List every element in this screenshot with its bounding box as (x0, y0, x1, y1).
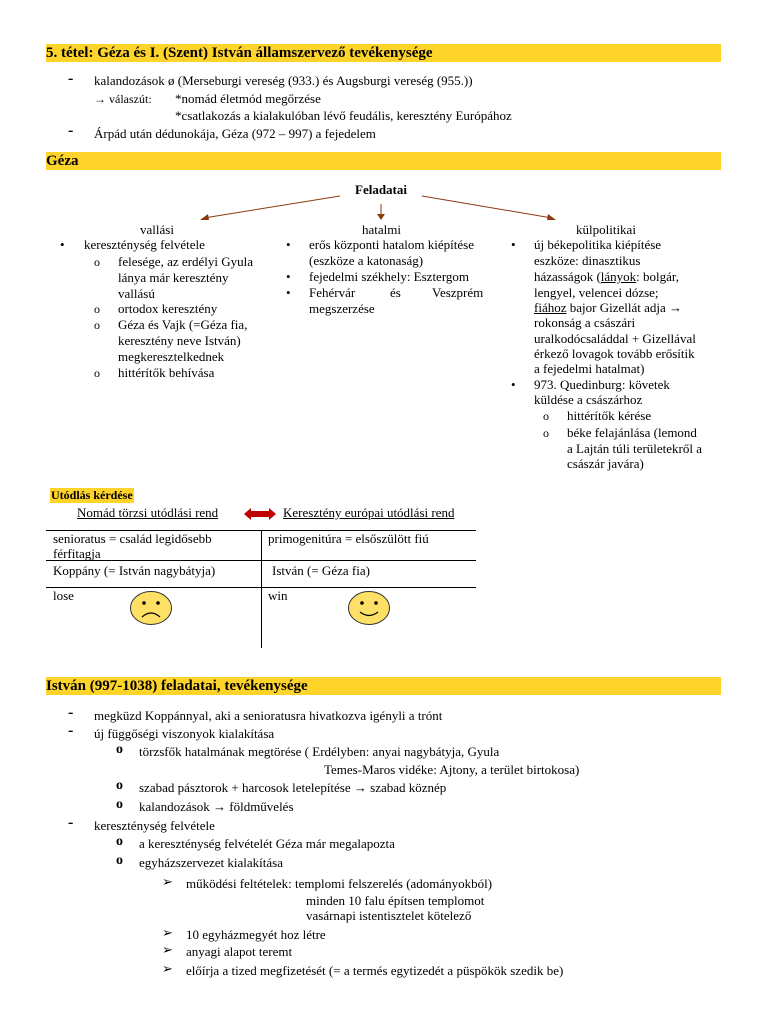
istvan-t1b: minden 10 falu építsen templomot (306, 893, 485, 908)
utodlas-right-head: Keresztény európai utódlási rend (283, 505, 455, 520)
disc-bullet: • (286, 269, 291, 284)
hatalmi-b3a3: Veszprém (432, 285, 484, 300)
sad-face-icon (129, 590, 173, 626)
kulpol-b1e-post: bajor Gizellát adja → (566, 300, 682, 315)
arrow-bullet: ➢ (162, 961, 173, 976)
kulpol-b1c (534, 269, 679, 285)
dash-bullet: - (68, 704, 74, 721)
vallasi-s3a: Géza és Vajk (=Géza fia, (118, 317, 248, 332)
kulpol-b1a: új békepolitika kiépítése (534, 237, 662, 252)
utodlas-left-head: Nomád törzsi utódlási rend (77, 505, 219, 520)
arrowhead-middle (377, 214, 385, 220)
hatalmi-b1a: erős központi hatalom kiépítése (309, 237, 474, 252)
vallasi-s1b: lánya már keresztény (118, 270, 229, 285)
circle-bullet: o (94, 318, 100, 332)
page-title-text: 5. tétel: Géza és I. (Szent) István államszervező tevékenysége (46, 45, 433, 61)
dash-bullet: - (68, 122, 74, 139)
istvan-o4: a kereszténység felvételét Géza már megalapozta (139, 836, 395, 851)
istvan-o1b: Temes-Maros vidéke: Ajtony, a terület birtokosa) (324, 762, 580, 777)
disc-bullet: • (60, 237, 65, 252)
table-r3-left: lose (53, 588, 74, 603)
istvan-t1: működési feltételek: templomi felszerelés (adományokból) (186, 876, 493, 891)
kulpol-b2a: 973. Quedinburg: követek (534, 377, 670, 392)
dash-bullet: - (68, 722, 74, 739)
circle-bullet: o (116, 797, 123, 812)
kulpol-b1i: a fejedelmi hatalmat) (534, 361, 645, 376)
kulpol-b1e-underlined: fiához (534, 300, 567, 315)
section-heading-geza (46, 152, 721, 170)
istvan-d2: új függőségi viszonyok kialakítása (94, 726, 275, 741)
vallasi-s3c: megkeresztelkednek (118, 349, 225, 364)
istvan-o5: egyházszervezet kialakítása (139, 855, 283, 870)
table-r2-right: István (= Géza fia) (272, 563, 370, 578)
hatalmi-b3b: megszerzése (309, 301, 375, 316)
dash-bullet: - (68, 814, 74, 831)
circle-bullet: o (94, 302, 100, 316)
istvan-t1c: vasárnapi istentisztelet kötelező (306, 908, 472, 923)
istvan-o3: kalandozások → földművelés (139, 799, 294, 814)
arrow-bullet: ➢ (162, 925, 173, 940)
double-arrow-icon (244, 508, 276, 520)
vallasi-b1: kereszténység felvétele (84, 237, 205, 252)
kulpol-b1e (534, 300, 682, 316)
arrow-bullet: ➢ (162, 942, 173, 957)
istvan-d1: megküzd Koppánnyal, aki a senioratusra hivatkozva igényli a trónt (94, 708, 443, 723)
table-r3-right: win (268, 588, 288, 603)
feladatai-label: Feladatai (355, 182, 407, 197)
kulpol-s2b: a Lajtán túli területekről a (567, 441, 702, 456)
istvan-o2: szabad pásztorok + harcosok letelepítése → szabad köznép (139, 780, 447, 795)
kulpol-b1c-pre: házasságok ( (534, 269, 601, 284)
table-r2-left: Koppány (= István nagybátyja) (53, 563, 216, 578)
arrow-label: → válaszút: (94, 92, 152, 106)
kulpol-b1h: érkező lovagok tovább erősítik (534, 346, 695, 361)
hatalmi-b3a: Fehérvár (309, 285, 356, 300)
table-r1-right: primogenitúra = elsőszülött fiú (268, 531, 429, 546)
circle-bullet: o (543, 426, 549, 440)
disc-bullet: • (511, 377, 516, 392)
option-1: *nomád életmód megőrzése (175, 91, 321, 106)
vallasi-s3b: keresztény neve István) (118, 333, 241, 348)
dash-bullet: - (68, 70, 74, 87)
vallasi-s1c: vallású (118, 286, 155, 301)
intro-line-1: kalandozások ø (Merseburgi vereség (933.) és Augsburgi vereség (955.)) (94, 73, 473, 88)
arrow-right (422, 196, 552, 218)
table-divider (261, 530, 262, 648)
option-2: *csatlakozás a kialakulóban lévő feudális, keresztény Európához (175, 108, 512, 123)
kulpol-b2b: küldése a császárhoz (534, 392, 643, 407)
col-label-hatalmi: hatalmi (362, 222, 401, 237)
circle-bullet: o (94, 366, 100, 380)
table-r1-left (53, 531, 212, 561)
happy-face-icon (347, 590, 391, 626)
r1-left-a: senioratus = család legidősebb (53, 531, 212, 546)
istvan-heading-text: István (997-1038) feladatai, tevékenysége (46, 678, 308, 694)
vallasi-s2: ortodox keresztény (118, 301, 218, 316)
kulpol-b1c-post: : bolgár, (636, 269, 679, 284)
circle-bullet: o (94, 255, 100, 269)
circle-bullet: o (116, 742, 123, 757)
vallasi-s4: hittérítők behívása (118, 365, 215, 380)
istvan-t2: 10 egyházmegyét hoz létre (186, 927, 326, 942)
circle-bullet: o (116, 834, 123, 849)
utodlas-heading: Utódlás kérdése (51, 488, 133, 502)
circle-bullet: o (543, 409, 549, 423)
col-label-kulpolitikai: külpolitikai (576, 222, 636, 237)
disc-bullet: • (286, 237, 291, 252)
disc-bullet: • (286, 285, 291, 300)
section-heading-istvan (46, 677, 721, 695)
hatalmi-b1b: (eszköze a katonaság) (309, 253, 424, 268)
hatalmi-b3a2: és (390, 285, 401, 300)
kulpol-b1c-underlined: lányok (600, 269, 637, 284)
istvan-t4: előírja a tized megfizetését (= a termés egytizedét a püspökök szedik be) (186, 963, 564, 978)
vallasi-s1a: felesége, az erdélyi Gyula (118, 254, 253, 269)
circle-bullet: o (116, 778, 123, 793)
arrow-left (204, 196, 340, 218)
kulpol-b1g: uralkodócsaláddal + Gizellával (534, 331, 696, 346)
circle-bullet: o (116, 853, 123, 868)
arrowhead-right (547, 214, 556, 220)
arrow-bullet: ➢ (162, 874, 173, 889)
kulpol-b1d: lengyel, velencei dózse; (534, 285, 659, 300)
istvan-d3: kereszténység felvétele (94, 818, 215, 833)
intro-line-2: Árpád után dédunokája, Géza (972 – 997) a fejedelem (94, 126, 376, 141)
kulpol-s1: hittérítők kérése (567, 408, 652, 423)
istvan-t3: anyagi alapot teremt (186, 944, 293, 959)
task-arrows (190, 192, 570, 224)
istvan-o1a: törzsfők hatalmának megtörése ( Erdélyben: anyai nagybátyja, Gyula (139, 744, 500, 759)
kulpol-s2a: béke felajánlása (lemond (567, 425, 697, 440)
hatalmi-b2: fejedelmi székhely: Esztergom (309, 269, 470, 284)
geza-heading-text: Géza (46, 153, 79, 169)
kulpol-b1f: rokonság a császári (534, 315, 636, 330)
arrowhead-left (200, 214, 209, 220)
kulpol-b1b: eszköze: dinasztikus (534, 253, 641, 268)
kulpol-s2c: császár javára) (567, 456, 644, 471)
col-label-vallasi: vallási (140, 222, 174, 237)
r1-left-b: férfitagja (53, 546, 101, 561)
page-title (46, 44, 721, 62)
disc-bullet: • (511, 237, 516, 252)
